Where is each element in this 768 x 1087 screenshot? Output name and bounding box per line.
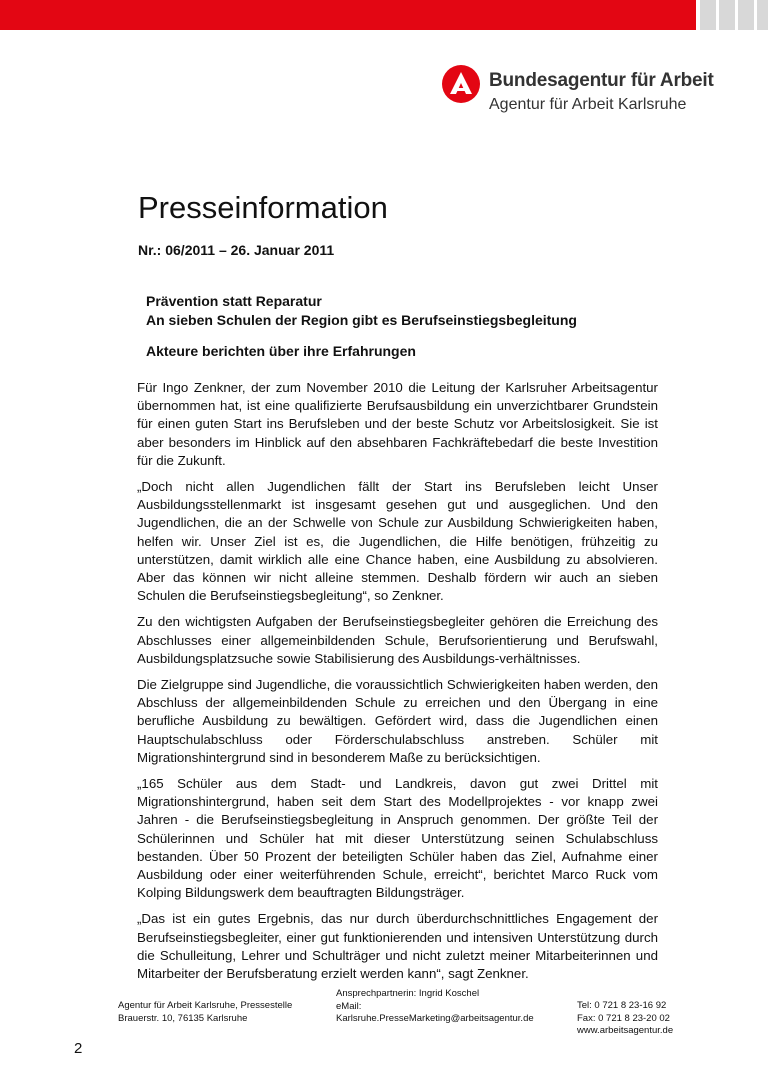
logo-subtitle: Agentur für Arbeit Karlsruhe (489, 96, 687, 113)
subheadline-2: Akteure berichten über ihre Erfahrungen (146, 343, 416, 359)
footer-agency-name: Agentur für Arbeit Karlsruhe, Pressestelle (118, 1000, 293, 1011)
paragraph: Die Zielgruppe sind Jugendliche, die voraussichtlich Schwierigkeiten haben werden, den Abschluss der allgemeinbildenden Schule zu erreichen und den Übergang in eine berufliche Ausbildung zu bewältigen. Gefördert wird, dass die Jugendlichen einen Hauptschulabschluss oder Förderschulabschluss anstreben. Schüler mit Migrationshintergrund sind in besonderem Maße zu berücksichtigen. (137, 677, 658, 765)
footer-email[interactable]: Karlsruhe.PresseMarketing@arbeitsagentur.de (336, 1013, 534, 1024)
footer-email-label: eMail: (336, 1000, 362, 1012)
paragraph: Zu den wichtigsten Aufgaben der Berufseinstiegsbegleiter gehören die Erreichung des Abschlusses einer allgemeinbildenden Schule, Berufsorientierung und Berufswahl, Ausbildungsplatzsuche sowie Stabilisierung des Ausbildungs-verhältnisses. (137, 614, 658, 666)
paragraph: „Doch nicht allen Jugendlichen fällt der Start ins Berufsleben leicht Unser Ausbildungsstellenmarkt ist insgesamt gesehen gut und ausgeglichen. Und den Jugendlichen, die an der Schwelle von Schule zur Ausbildung Schwierigkeiten haben, helfen wir. Unser Ziel ist es, die Jugendlichen, die Hilfe benötigen, frühzeitig zu unterstützen, damit wirklich alle eine Chance haben, eine Ausbildung zu absolvieren. Aber das können wir nicht alleine stemmen. Deshalb fördern wir auch an sieben Schulen die Berufseinstiegsbegleitung“, so Zenkner. (137, 479, 658, 604)
footer-agency-address: Brauerstr. 10, 76135 Karlsruhe (118, 1012, 248, 1024)
footer-website[interactable]: www.arbeitsagentur.de (577, 1025, 674, 1036)
footer-agency (118, 1000, 292, 1025)
header-red-bar (0, 0, 696, 30)
subheadline: An sieben Schulen der Region gibt es Berufseinstiegsbegleitung (146, 312, 577, 328)
footer-phone (577, 1000, 673, 1038)
header-color-bar (0, 0, 768, 30)
page-title: Presseinformation (138, 190, 388, 225)
page-number: 2 (74, 1040, 83, 1057)
header-gray-block (757, 0, 768, 30)
header-gray-block (700, 0, 716, 30)
footer-fax: Fax: 0 721 8 23-20 02 (577, 1012, 670, 1024)
article-body (137, 379, 658, 991)
footer-contact-person: Ansprechpartnerin: Ingrid Koschel (336, 988, 480, 999)
header-gray-block (719, 0, 735, 30)
paragraph: „Das ist ein gutes Ergebnis, das nur durch überdurchschnittliches Engagement der Berufseinstiegsbegleiter, einer gut funktionierenden und intensiven Unterstützung durch die Schulleitung, Lehrer und Schulträger und nicht zuletzt meiner Mitarbeiterinnen und Mitarbeiter der Berufsberatung erzielt werden kann“, sagt Zenkner. (137, 911, 658, 982)
headline: Prävention statt Reparatur (146, 293, 322, 309)
footer-tel: Tel: 0 721 8 23-16 92 (577, 1000, 667, 1011)
header-gray-block (738, 0, 754, 30)
paragraph: Für Ingo Zenkner, der zum November 2010 die Leitung der Karlsruher Arbeitsagentur übernommen hat, ist eine qualifizierte Berufsausbildung ein unverzichtbarer Grundstein für einen guten Start ins Berufsleben und der beste Schutz vor Arbeitslosigkeit. Sie ist aber besonders im Hinblick auf den absehbaren Fachkräftebedarf die beste Investition für die Zukunft. (137, 380, 658, 468)
issue-number-date: Nr.: 06/2011 – 26. Januar 2011 (138, 242, 335, 258)
paragraph: „165 Schüler aus dem Stadt- und Landkreis, davon gut zwei Drittel mit Migrationshintergrund, haben seit dem Start des Modellprojektes - vor knapp zwei Jahren - die Berufseinstiegsbegleitung in Anspruch genommen. Der größte Teil der Schülerinnen und Schüler hat mit dieser Unterstützung seinen Schulabschluss bestanden. Über 50 Prozent der beteiligten Schüler haben das Ziel, Aufnahme einer Ausbildung oder einer weiterführenden Schule, erreicht“, berichtet Marco Ruck vom Kolping Bildungswerk dem beauftragten Bildungsträger. (137, 776, 658, 901)
agency-logo (441, 64, 741, 124)
ba-logo-icon (441, 64, 481, 104)
logo-title: Bundesagentur für Arbeit (489, 70, 714, 91)
footer-contact (336, 988, 534, 1026)
